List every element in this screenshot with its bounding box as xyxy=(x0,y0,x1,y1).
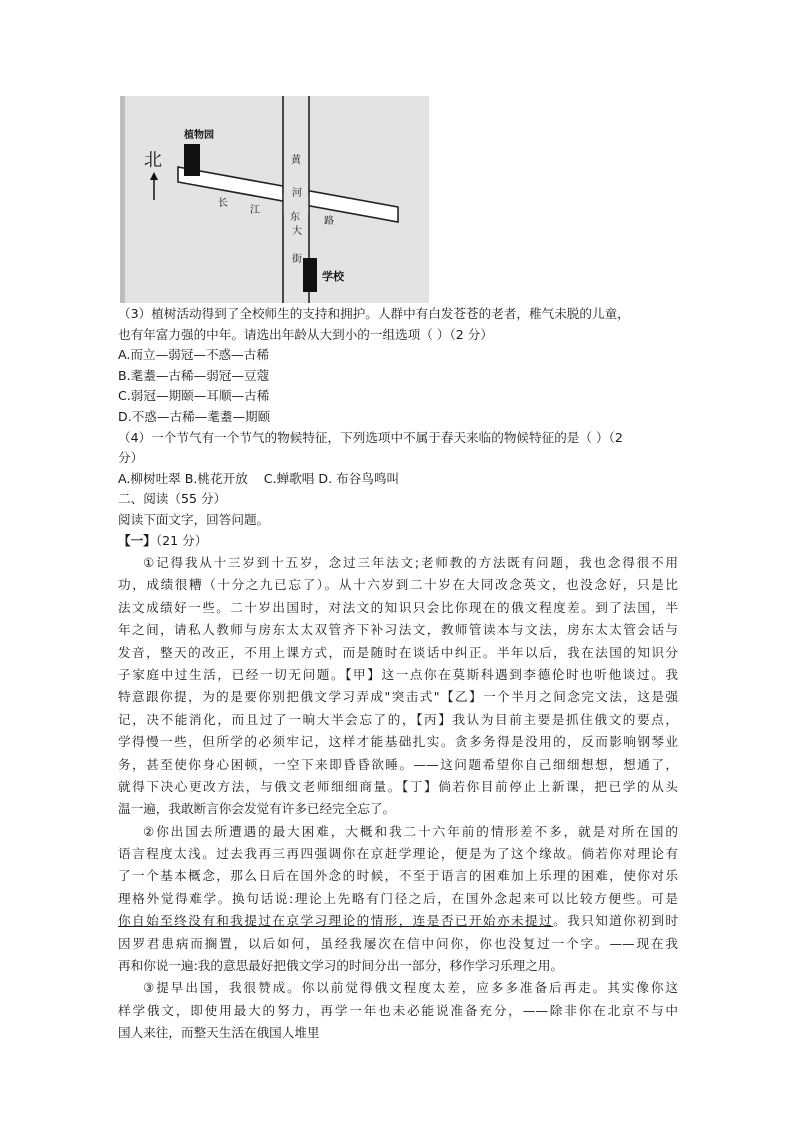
road-ew-char-2: 江 xyxy=(250,205,260,216)
school-block xyxy=(303,258,317,292)
p2-line: 了一个基本概念，那么日后在国外念的时候，不至于语言的困难加上乐理的困难，使你对乐 xyxy=(118,868,678,884)
q3-stem-line-2: 也有年富力强的中年。请选出年龄从大到小的一组选项（ ）（2 分） xyxy=(118,326,493,342)
p3-line: ③提早出国，我很赞成。你以前觉得俄文程度太差，应多多准备后再走。其实像你这 xyxy=(143,980,678,996)
school-label: 学校 xyxy=(322,270,344,283)
road-ns-char-2: 河 xyxy=(292,188,302,199)
p1-line: ①记得我从十三岁到十五岁，念过三年法文;老师教的方法既有问题，我也念得很不用 xyxy=(143,555,678,570)
q3-option-a: A.而立—弱冠—不惑—古稀 xyxy=(118,347,269,363)
p2-line: 因罗君患病而搁置，以后如何，虽经我屡次在信中问你，你也没复过一个字。——现在我 xyxy=(118,935,678,951)
q3-stem-line-1: （3）植树活动得到了全校师生的支持和拥护。人群中有白发苍苍的老者，稚气未脱的儿童， xyxy=(118,306,630,321)
paragraph-2 xyxy=(118,821,678,978)
p3-line: 样学俄文，即使用最大的努力，再学一年也未必能说准备充分，——除非你在北京不与中 xyxy=(118,1002,678,1018)
p1-line: 子家庭中过生活，已经一切无问题。【甲】这一点你在莫斯科遇到李德伦时也听他谈过。我 xyxy=(118,666,678,682)
part-label-row xyxy=(118,531,678,552)
section-instruction: 阅读下面文字，回答问题。 xyxy=(118,511,270,527)
botanical-garden-block xyxy=(184,144,200,176)
p1-line: 务，甚至使你身心困顿，一空下来即昏昏欲睡。——这问题希望你自己细细想想，想通了， xyxy=(118,756,678,772)
p1-line: 温一遍，我敢断言你会发觉有许多已经完全忘了。 xyxy=(118,801,396,817)
map-left-edge xyxy=(120,96,125,303)
part-score: （21 分） xyxy=(155,532,208,548)
botanical-garden-label: 植物园 xyxy=(184,130,214,141)
part-label: 【一】 xyxy=(118,532,156,548)
underlined-sentence: 你自始至终没有和我提过在京学习理论的情形，连是否已开始亦未提过 xyxy=(118,913,554,929)
q4-stem-line-1: （4）一个节气有一个节气的物候特征，下列选项中不属于春天来临的物候特征的是（ ）（2 xyxy=(118,429,623,445)
q3-option-c: C.弱冠—期颐—耳顺—古稀 xyxy=(118,388,270,404)
question-block xyxy=(118,304,678,551)
p2-line: 语言程度太浅。过去我再三再四强调你在京赶学理论，便是为了这个缘故。倘若你对理论有 xyxy=(118,846,678,862)
q3-option-b: B.耄耋—古稀—弱冠—豆蔻 xyxy=(118,367,270,383)
paragraph-1 xyxy=(118,552,678,821)
p1-line: 学得慢一些，但所学的必须牢记，这样才能基础扎实。贪多务得是没用的，反而影响钢琴业 xyxy=(118,734,678,750)
p2-line: ②你出国去所遭遇的最大困难，大概和我二十六年前的情形差不多，就是对所在国的 xyxy=(143,823,678,839)
p2-underlined-line xyxy=(118,910,678,932)
map-figure xyxy=(120,96,429,303)
p1-line: 年之间，请私人教师与房东太太双管齐下补习法文，教师管读本与文法，房东太太管会话与 xyxy=(118,622,678,638)
q3-option-d: D.不惑—古稀—耄耋—期颐 xyxy=(118,408,271,424)
p2-line: 理格外觉得难学。换句话说:理论上先略有门径之后，在国外念起来可以比较方便些。可是 xyxy=(118,890,678,906)
p2-line: 再和你说一遍:我的意思最好把俄文学习的时间分出一部分，移作学习乐理之用。 xyxy=(118,958,564,974)
road-ns-char-1: 黄 xyxy=(291,155,301,166)
p1-line: 功，成绩很糟（十分之九已忘了）。从十六岁到二十岁在大同改念英文，也没念好，只是比 xyxy=(118,577,678,593)
p3-line: 国人来往，而整天生活在俄国人堆里 xyxy=(118,1025,320,1041)
p1-line: 就得下决心更改方法，与俄文老师细细商量。【丁】倘若你目前停止上新课，把已学的从头 xyxy=(118,778,678,794)
road-ew-char-3: 东 xyxy=(290,212,300,223)
passage xyxy=(118,552,678,1045)
p2-line-tail: 。我只知道你初到时 xyxy=(553,913,679,929)
paragraph-3 xyxy=(118,977,678,1044)
road-ew-char-4: 路 xyxy=(324,216,334,227)
road-ns-char-3: 大 xyxy=(292,226,302,237)
p1-line: 记，决不能消化，而且过了一晌大半会忘了的，【丙】我认为目前主要是抓住俄文的要点， xyxy=(118,711,678,727)
road-ns-char-4: 街 xyxy=(292,254,302,265)
road-ew-char-1: 长 xyxy=(218,198,228,209)
p1-line: 发音，整天的改正，不用上课方式，而是随时在谈话中纠正。半年以后，我在法国的知识分 xyxy=(118,644,678,660)
q4-options: A.柳树吐翠 B.桃花开放 C.蝉歌唱 D. 布谷鸟鸣叫 xyxy=(118,470,400,486)
q4-stem-line-2: 分） xyxy=(118,450,144,466)
p1-line: 特意跟你提，为的是要你别把俄文学习弄成"突击式"【乙】一个半月之间念完文法，这是强 xyxy=(118,689,678,705)
p1-line: 法文成绩好一些。二十岁出国时，对法文的知识只会比你现在的俄文程度差。到了法国，半 xyxy=(118,599,678,615)
section-heading: 二、阅读（55 分） xyxy=(118,491,227,507)
north-label: 北 xyxy=(144,150,162,171)
